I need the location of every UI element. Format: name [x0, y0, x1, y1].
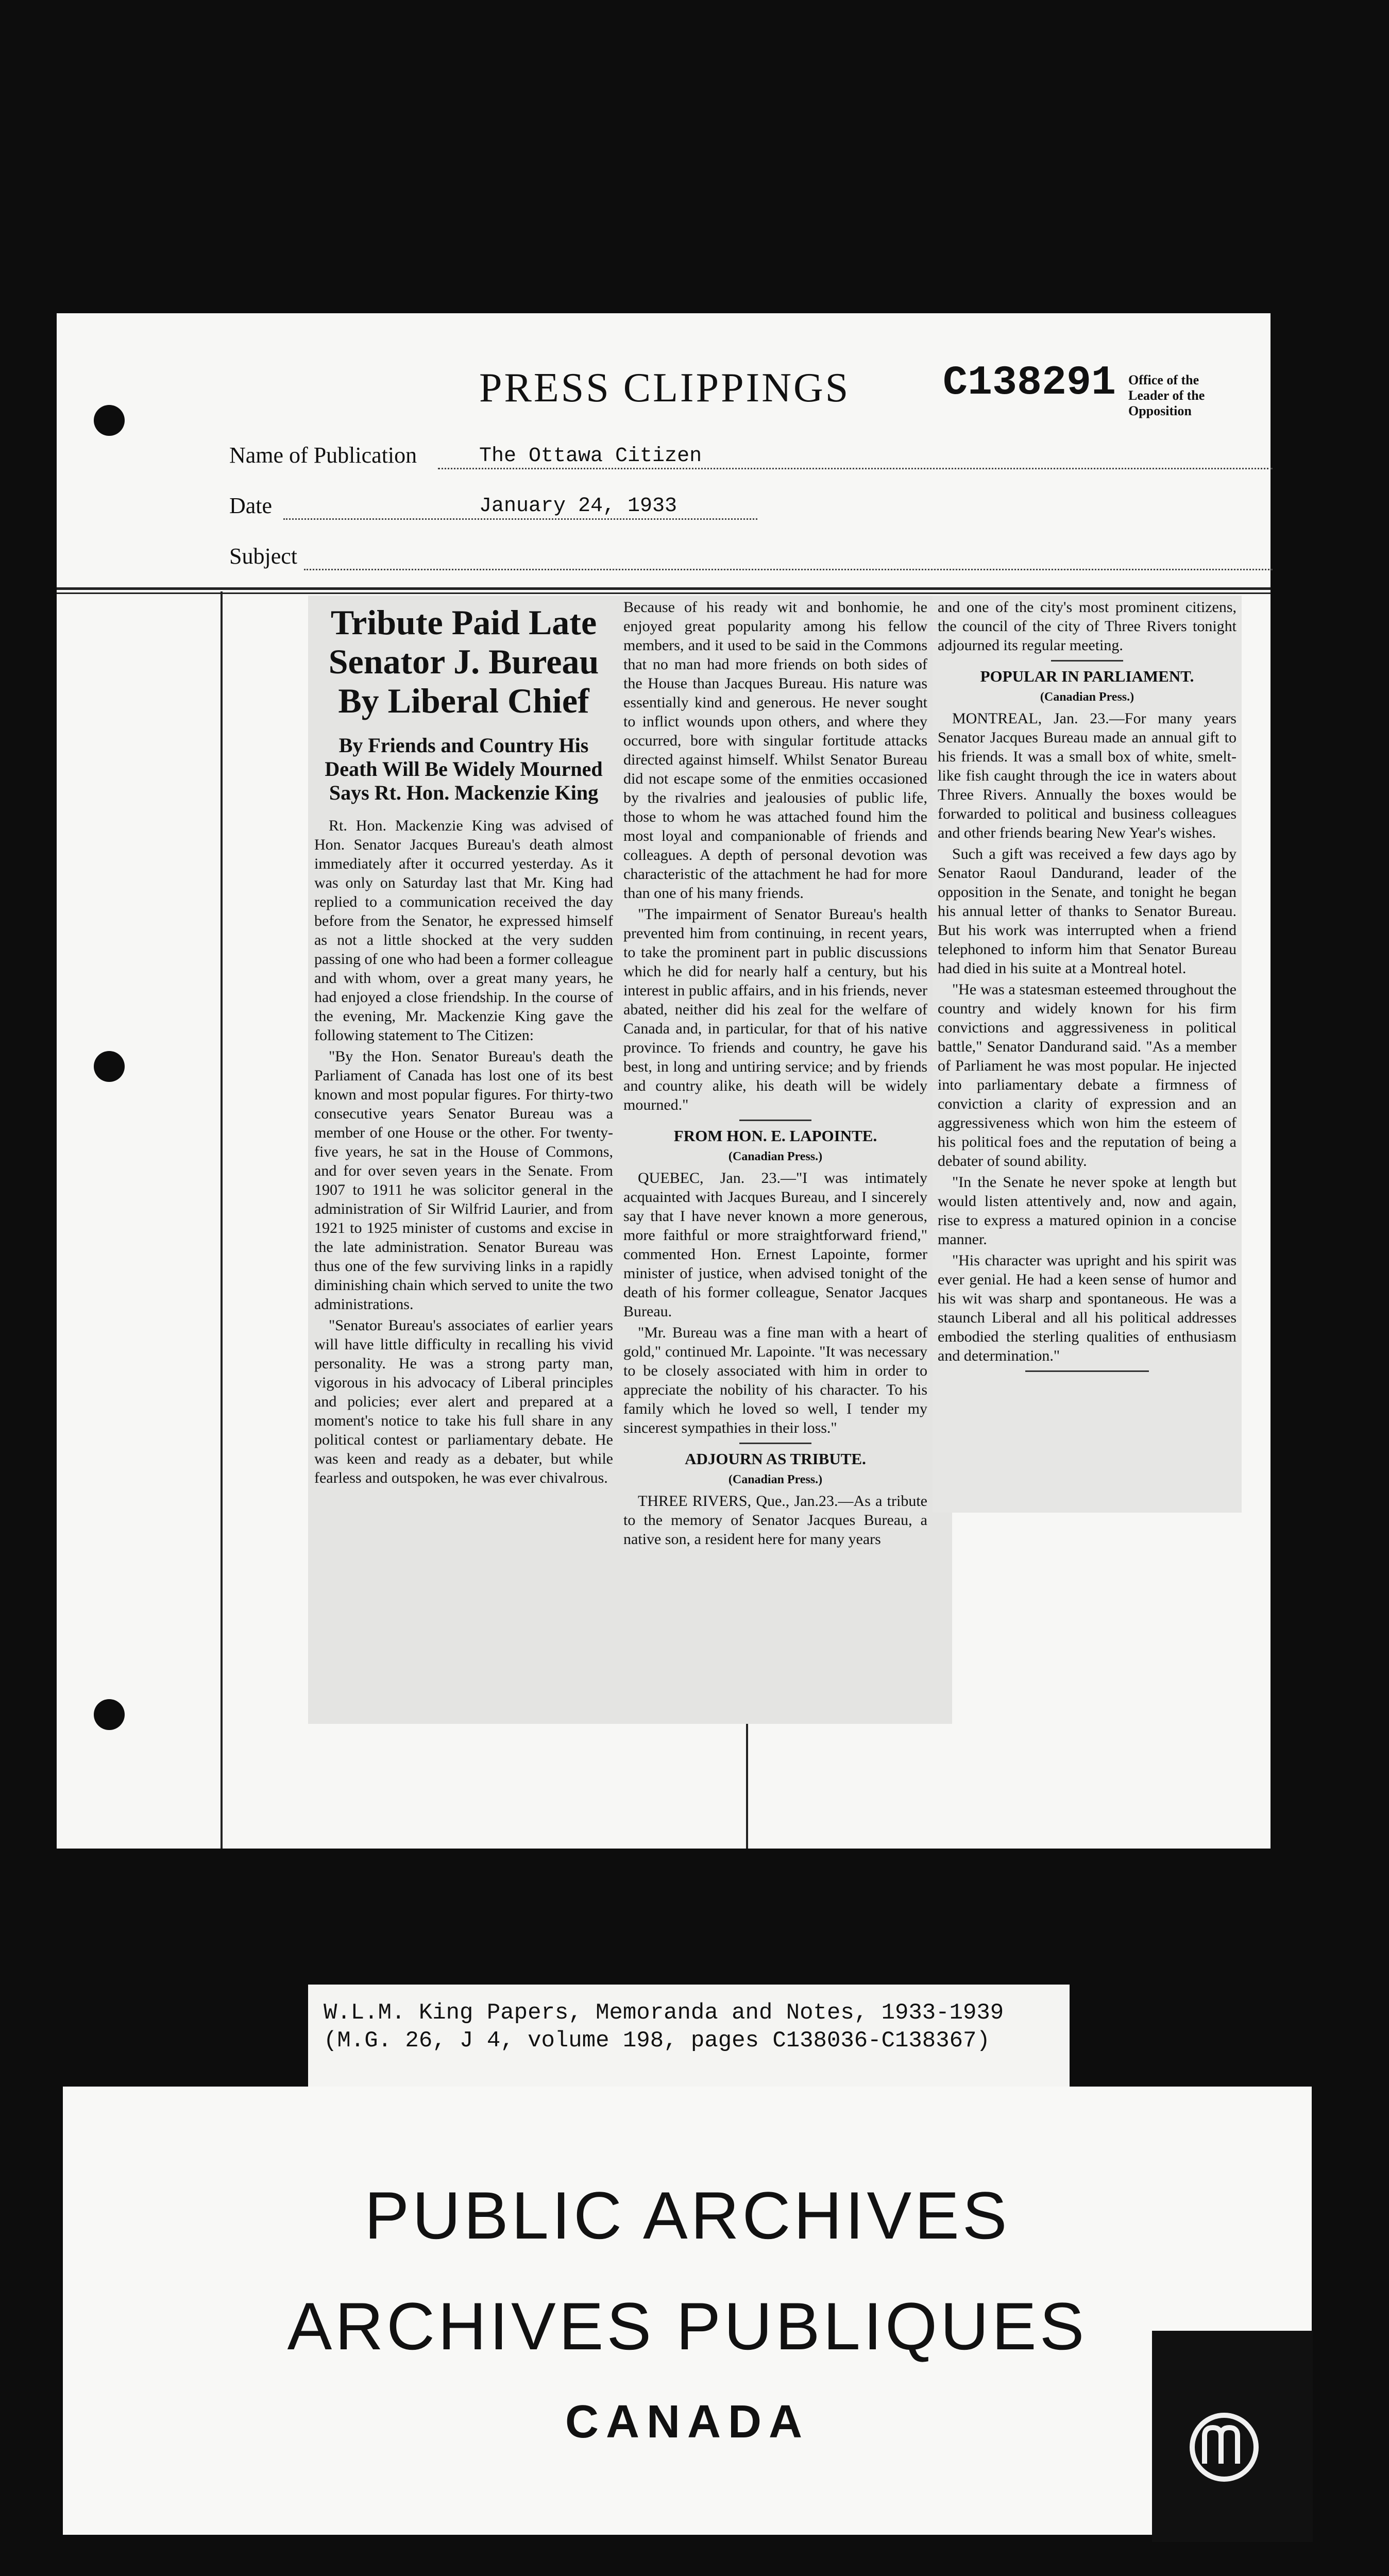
paragraph: Rt. Hon. Mackenzie King was advised of Hon. Senator Jacques Bureau's death almost immediately after it occurred yesterday. As it was only on Saturday last that Mr. King had replied to a communication received the day before from the Senator, he expressed himself as not a little shocked at the very sudden passing of one who had been a former colleague and with whom, over a great many years, he had enjoyed a close friendship. In the course of the evening, Mr. Mackenzie King gave the following statement to The Citizen: [314, 817, 613, 1044]
paragraph: "The impairment of Senator Bureau's health prevented him from continuing, in recent years, to take the prominent part in public discussions which he did for nearly half a century, but his interest in public affairs, and in his friends, never abated, neither did his zeal for the welfare of Canada and, in particular, for that of his native province. To friends and country, he gave his best, in long and untiring service; and by friends and country alike, his death will be widely mourned." [623, 906, 927, 1113]
header-rule [57, 592, 1271, 594]
margin-line [221, 591, 223, 1849]
punch-hole [94, 1051, 125, 1082]
clipping-sheet [57, 313, 1271, 1849]
section-source: (Canadian Press.) [728, 1473, 823, 1486]
paragraph: "In the Senate he never spoke at length but would listen attentively and, now and again, rise to express a matured opinion in a concise manner. [938, 1174, 1236, 1248]
paragraph: QUEBEC, Jan. 23.—"I was intimately acquainted with Jacques Bureau, and I sincerely say that I have never known a more generous, more faithful or more straightforward friend," commented Hon. Ernest Lapointe, former minister of justice, when advised tonight of the death of his former colleague, Senator Jacques Bureau. [623, 1170, 927, 1320]
page-title: PRESS CLIPPINGS [479, 365, 851, 411]
article-column-1 [314, 598, 613, 1489]
office-label: Office of the Leader of the Opposition [1128, 372, 1205, 418]
end-rule [1025, 1370, 1149, 1372]
publication-line [438, 468, 1273, 469]
article-column-2 [623, 598, 927, 1551]
headline: Tribute Paid Late Senator J. Bureau By Liberal Chief [328, 603, 599, 720]
section-source: (Canadian Press.) [1040, 690, 1134, 704]
paragraph: and one of the city's most prominent citizens, the council of the city of Three Rivers tonight adjourned its regular meeting. [938, 599, 1236, 654]
date-label: Date [229, 493, 273, 518]
subject-line [304, 569, 1273, 570]
article-column-3 [938, 598, 1236, 1377]
date-line [283, 518, 757, 520]
publication-label: Name of Publication [229, 443, 417, 468]
publication-value: The Ottawa Citizen [479, 445, 702, 468]
archives-country: CANADA [565, 2396, 809, 2448]
stamp-number: C138291 [943, 360, 1116, 406]
reference-line: W.L.M. King Papers, Memoranda and Notes, 1933-1939 [324, 2000, 1004, 2026]
paragraph: "Mr. Bureau was a fine man with a heart of gold," continued Mr. Lapointe. "It was necessary to be closely associated with him in order to appreciate the nobility of his character. To his family which he loved so well, I tender my sincerest sympathies in their loss." [623, 1324, 927, 1436]
subject-label: Subject [229, 544, 297, 569]
paragraph: "By the Hon. Senator Bureau's death the Parliament of Canada has lost one of its best known and most popular figures. For thirty-two consecutive years Senator Bureau was a member of one House or the other. For twenty-five years, he sat in the House of Commons, and for over seven years in the Senate. From 1907 to 1911 he was solicitor general in the administration of Sir Wilfrid Laurier, and from 1921 to 1925 minister of customs and excise in the late administration. Senator Bureau was thus one of the few surviving links in a rapidly diminishing chain which served to unite the two administrations. [314, 1048, 613, 1313]
date-value: January 24, 1933 [479, 495, 677, 518]
paragraph: MONTREAL, Jan. 23.—For many years Senator Jacques Bureau made an annual gift to his friends. It was a small box of white, smelt-like fish caught through the ice in waters about Three Rivers. Annually the boxes would be forwarded to political and business colleagues and other friends bearing New Year's wishes. [938, 710, 1236, 841]
paragraph: "His character was upright and his spirit was ever genial. He had a keen sense of humor and his wit was sharp and spontaneous. He was a staunch Liberal and all his political addresses embodied the sterling qualities of enthusiasm and determination." [938, 1252, 1236, 1364]
section-rule [739, 1443, 811, 1444]
reference-line: (M.G. 26, J 4, volume 198, pages C138036-C138367) [324, 2028, 990, 2054]
paragraph: THREE RIVERS, Que., Jan.23.—As a tribute to the memory of Senator Jacques Bureau, a native son, a resident here for many years [623, 1493, 927, 1548]
section-heading: POPULAR IN PARLIAMENT. [980, 667, 1194, 685]
paragraph: Such a gift was received a few days ago by Senator Raoul Dandurand, leader of the opposition in the Senate, and tonight he began his annual letter of thanks to Senator Bureau. But his work was interrupted when a friend telephoned to inform him that Senator Bureau had died in his suite at a Montreal hotel. [938, 845, 1236, 977]
section-rule [1051, 660, 1123, 662]
section-source: (Canadian Press.) [728, 1150, 823, 1163]
subheadline: By Friends and Country His Death Will Be Widely Mourned Says Rt. Hon. Mackenzie King [325, 734, 603, 804]
section-rule [739, 1120, 811, 1121]
section-heading: FROM HON. E. LAPOINTE. [673, 1127, 877, 1145]
paragraph: Because of his ready wit and bonhomie, he enjoyed great popularity among his fellow members, and it used to be said in the Commons that no man had more friends on both sides of the House than Jacques Bureau. His nature was essentially kind and generous. He never sought to inflict wounds upon others, and where they occurred, bore with singular fortitude attacks directed against himself. Whilst Senator Bureau did not escape some of the enmities occasioned by the rivalries and jealousies of public life, those to whom he was attached found him the most loyal and companionable of friends and colleagues. A depth of personal devotion was characteristic of the attachment he had for more than one of his many friends. [623, 599, 927, 902]
section-heading: ADJOURN AS TRIBUTE. [685, 1450, 866, 1468]
archives-logo-icon [1173, 2396, 1276, 2499]
archives-french: ARCHIVES PUBLIQUES [287, 2289, 1088, 2364]
punch-hole [94, 1699, 125, 1730]
archive-reference-tag [308, 1985, 1070, 2093]
paragraph: "He was a statesman esteemed throughout the country and widely known for his firm convictions and aggressiveness in political battle," Senator Dandurand said. "As a member of Parliament he was most popular. He injected into parliamentary debate a firmness of conviction a clarity of expression and an aggressiveness which won him the esteem of his political foes and the reputation of being a debater of sound ability. [938, 981, 1236, 1170]
punch-hole [94, 405, 125, 436]
archives-english: PUBLIC ARCHIVES [364, 2178, 1010, 2253]
paragraph: "Senator Bureau's associates of earlier years will have little difficulty in recalling his vivid personality. He was a strong party man, vigorous in his advocacy of Liberal principles and policies; ever alert and prepared at a moment's notice to take his full share in any political contest or parliamentary debate. He was keen and ready as a debater, but while fearless and outspoken, he was ever chivalrous. [314, 1317, 613, 1486]
header-rule [57, 587, 1271, 590]
archives-card [63, 2087, 1312, 2535]
